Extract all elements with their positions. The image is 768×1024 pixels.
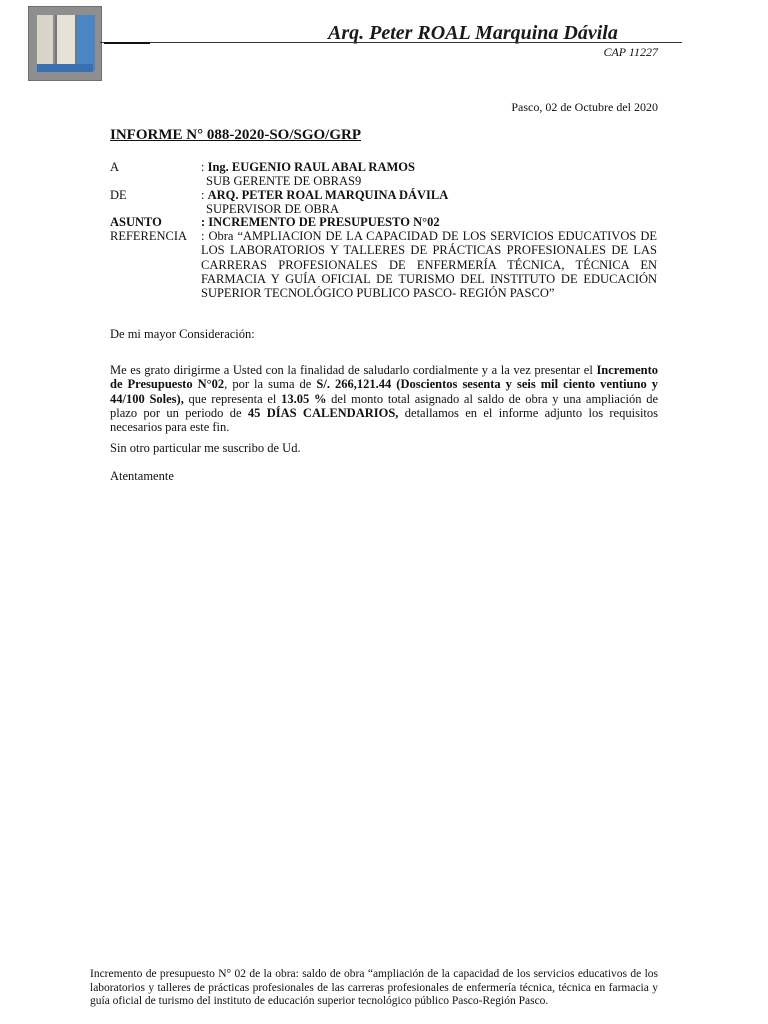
field-asunto-value: : INCREMENTO DE PRESUPUESTO N°02 (201, 215, 440, 229)
body-text: del monto total asignado al saldo de obra y una ampliación de plazo por un periodo de (110, 391, 658, 420)
field-asunto-label: ASUNTO (110, 215, 162, 229)
header-name: Arq. Peter ROAL Marquina Dávila (328, 22, 618, 44)
body-text-bold: S/. 266,121.44 (Doscientos sesenta y seis mil ciento ventiuno y 44/100 Soles), (110, 377, 658, 406)
logo-panel (75, 15, 95, 71)
body-text: detallamos en el informe adjunto los requisitos necesarios para este fin. (110, 405, 659, 435)
greeting: De mi mayor Consideración: (110, 327, 255, 341)
sign-off: Atentamente (110, 469, 174, 483)
field-de-label: DE (110, 188, 127, 202)
referencia-text: Obra “AMPLIACION DE LA CAPACIDAD DE LOS SERVICIOS EDUCATIVOS DE LOS LABORATORIOS Y TALLERES DE PRÁCTICAS PROFESIONALES DE LAS CARRERAS PROFESIONALES DE ENFERMERÍA TÉCNICA, TÉCNICA EN FARMACIA Y GUÍA OFICIAL DE TURISMO DEL INSTITUTO DE EDUCACIÓN SUPERIOR TECNOLÓGICO PUBLICO PASCO- REGIÓN PASCO” (201, 229, 657, 301)
body-paragraph (110, 363, 658, 434)
logo-base (37, 64, 93, 72)
page-footer: Incremento de presupuesto N° 02 de la obra: saldo de obra “ampliación de la capacidad de los servicios educativos de los laboratorios y talleres de prácticas profesionales de las carreras profesionales de enfermería técnica, técnica en farmacia y guía oficial de turismo del instituto de educación superior tecnológico público Pasco-Región Pasco. (90, 968, 658, 1007)
logo-panel (37, 15, 53, 71)
informe-title: INFORME N° 088-2020-SO/SGO/GRP (110, 127, 362, 143)
field-referencia-label: REFERENCIA (110, 229, 188, 243)
document-date: Pasco, 02 de Octubre del 2020 (511, 100, 658, 114)
field-de-role: SUPERVISOR DE OBRA (206, 202, 340, 216)
header-cap: CAP 11227 (603, 45, 658, 59)
company-logo (28, 6, 102, 81)
field-a-label: A (110, 160, 120, 174)
body-text: , por la suma de (224, 377, 317, 392)
body-text: Me es grato dirigirme a Usted con la finalidad de saludarlo cordialmente y a la vez presentar el (110, 363, 597, 377)
field-de-name: ARQ. PETER ROAL MARQUINA DÁVILA (207, 188, 449, 202)
body-text-bold: 13.05 % (281, 391, 327, 406)
body-text-bold: Incremento de Presupuesto N°02 (110, 363, 658, 392)
body-text-bold: 45 DÍAS CALENDARIOS, (247, 405, 399, 420)
logo-panel (55, 15, 75, 71)
field-a-value: : Ing. EUGENIO RAUL ABAL RAMOS (201, 160, 415, 174)
field-de-value: : ARQ. PETER ROAL MARQUINA DÁVILA (201, 188, 449, 202)
field-referencia-value: : Obra “AMPLIACION DE LA CAPACIDAD DE LOS SERVICIOS EDUCATIVOS DE LOS LABORATORIOS Y TALLERES DE PRÁCTICAS PROFESIONALES DE LAS CARRERAS PROFESIONALES DE ENFERMERÍA TÉCNICA, TÉCNICA EN FARMACIA Y GUÍA OFICIAL DE TURISMO DEL INSTITUTO DE EDUCACIÓN SUPERIOR TECNOLÓGICO PUBLICO PASCO- REGIÓN PASCO” (201, 229, 657, 301)
field-a-role: SUB GERENTE DE OBRAS9 (206, 174, 362, 188)
header-divider (100, 42, 682, 43)
body-text: que representa el (183, 391, 282, 406)
closing-line: Sin otro particular me suscribo de Ud. (110, 441, 301, 455)
field-a-name: Ing. EUGENIO RAUL ABAL RAMOS (207, 160, 415, 174)
header-divider-accent (104, 42, 150, 44)
